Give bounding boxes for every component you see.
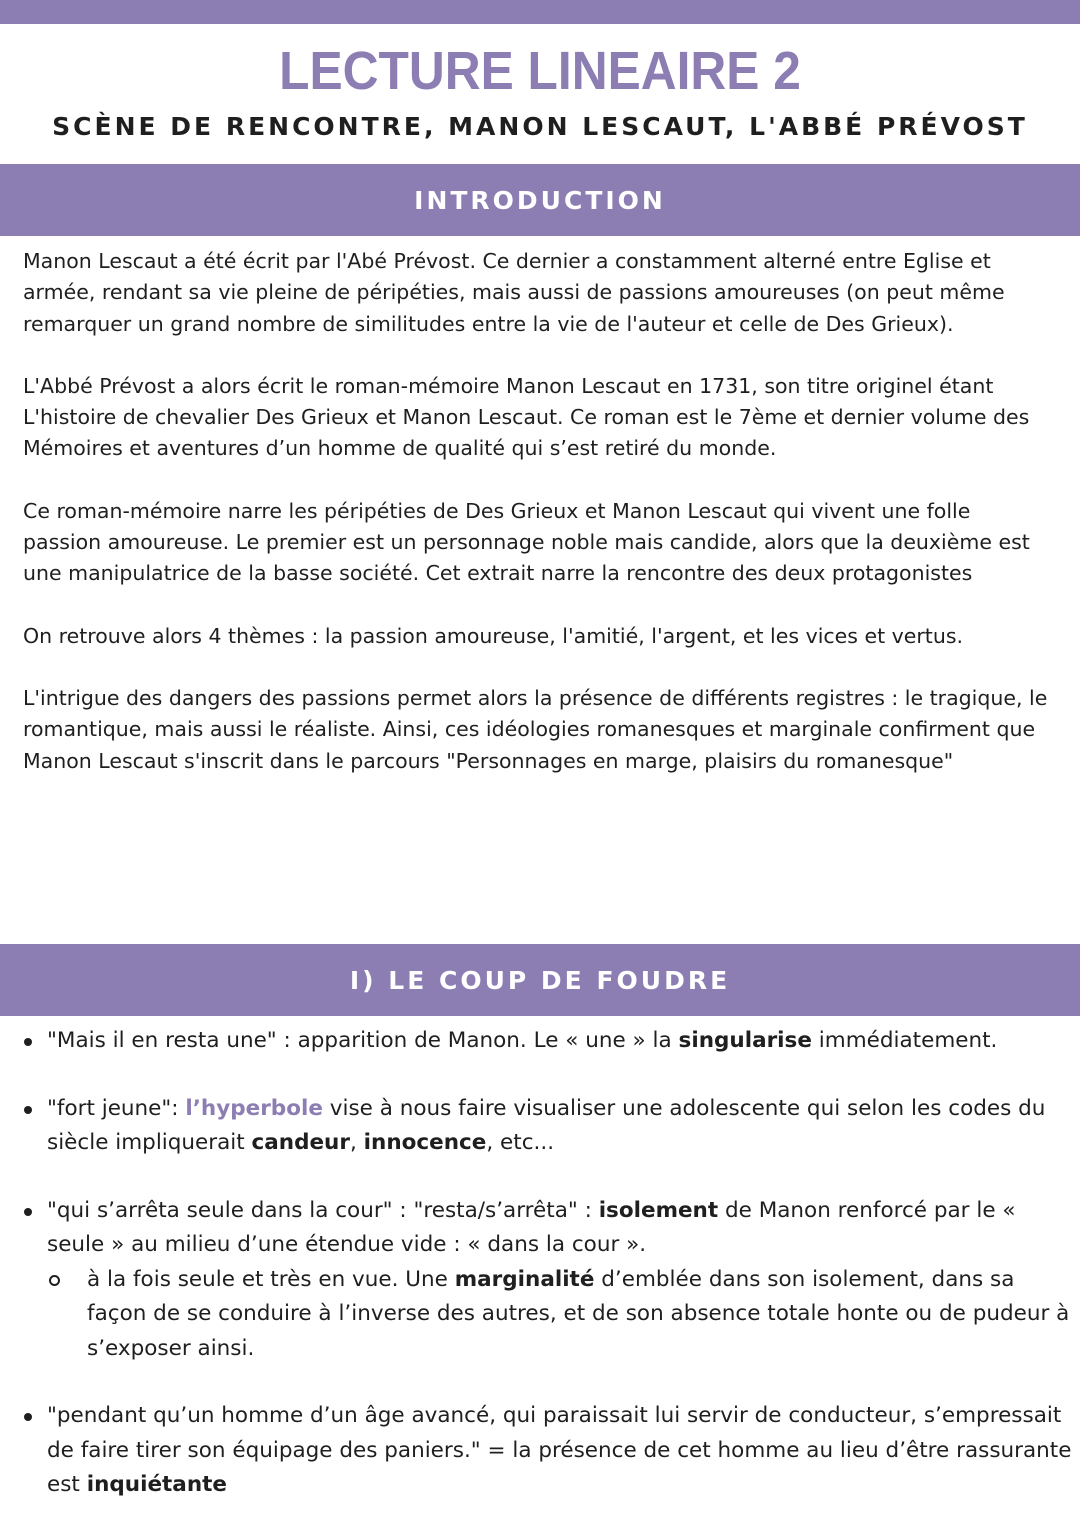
page-title: LECTURE LINEAIRE 2 xyxy=(279,41,801,101)
section1-heading-band xyxy=(0,944,1080,1016)
section1-heading: I) LE COUP DE FOUDRE xyxy=(349,965,731,995)
list-item: "fort jeune": l’hyperbole vise à nous faire visualiser une adolescente qui selon les codes du siècle impliquerait candeur, innocence, etc... xyxy=(22,1092,1074,1161)
page-subtitle: SCÈNE DE RENCONTRE, MANON LESCAUT, L'ABBÉ PRÉVOST xyxy=(52,112,1028,141)
list-item: "qui s’arrêta seule dans la cour" : "resta/s’arrêta" : isolement de Manon renforcé par le « seule » au milieu d’une étendue vide : « dans la cour ». xyxy=(22,1194,1074,1263)
intro-paragraph: Ce roman-mémoire narre les péripéties de Des Grieux et Manon Lescaut qui vivent une folle passion amoureuse. Le premier est un personnage noble mais candide, alors que la deuxième est une manipulatrice de la basse société. Cet extrait narre la rencontre des deux protagonistes xyxy=(23,498,1030,586)
list-item: "pendant qu’un homme d’un âge avancé, qui paraissait lui servir de conducteur, s’empressait de faire tirer son équipage des paniers." = la présence de cet homme au lieu d’être rassurante est inquiétante xyxy=(22,1399,1074,1503)
intro-paragraph: L'intrigue des dangers des passions permet alors la présence de différents registres : le tragique, le romantique, mais aussi le réaliste. Ainsi, ces idéologies romanesques et marginale confirment que Manon Lescaut s'inscrit dans le parcours "Personnages en marge, plaisirs du romanesque" xyxy=(23,685,1048,773)
section1-body xyxy=(22,1024,1074,1536)
introduction-heading: INTRODUCTION xyxy=(414,185,666,215)
introduction-body xyxy=(23,246,1053,808)
top-accent-strip xyxy=(0,0,1080,24)
intro-paragraph: Manon Lescaut a été écrit par l'Abé Prévost. Ce dernier a constamment alterné entre Eglise et armée, rendant sa vie pleine de péripéties, mais aussi de passions amoureuses (on peut même remarquer un grand nombre de similitudes entre la vie de l'auteur et celle de Des Grieux). xyxy=(23,249,1005,336)
list-item: "Mais il en resta une" : apparition de Manon. Le « une » la singularise immédiatement. xyxy=(22,1024,1074,1059)
section1-bullet-list xyxy=(22,1024,1074,1503)
introduction-heading-band xyxy=(0,164,1080,236)
sub-list-item: à la fois seule et très en vue. Une marginalité d’emblée dans son isolement, dans sa façon de se conduire à l’inverse des autres, et de son absence totale honte ou de pudeur à s’exposer ainsi. xyxy=(47,1263,1074,1367)
intro-paragraph: On retrouve alors 4 thèmes : la passion amoureuse, l'amitié, l'argent, et les vices et vertus. xyxy=(23,623,964,648)
intro-paragraph: L'Abbé Prévost a alors écrit le roman-mémoire Manon Lescaut en 1731, son titre originel étant L'histoire de chevalier Des Grieux et Manon Lescaut. Ce roman est le 7ème et dernier volume des Mémoires et aventures d’un homme de qualité qui s’est retiré du monde. xyxy=(23,373,1030,461)
accent-term: l’hyperbole xyxy=(185,1095,323,1121)
